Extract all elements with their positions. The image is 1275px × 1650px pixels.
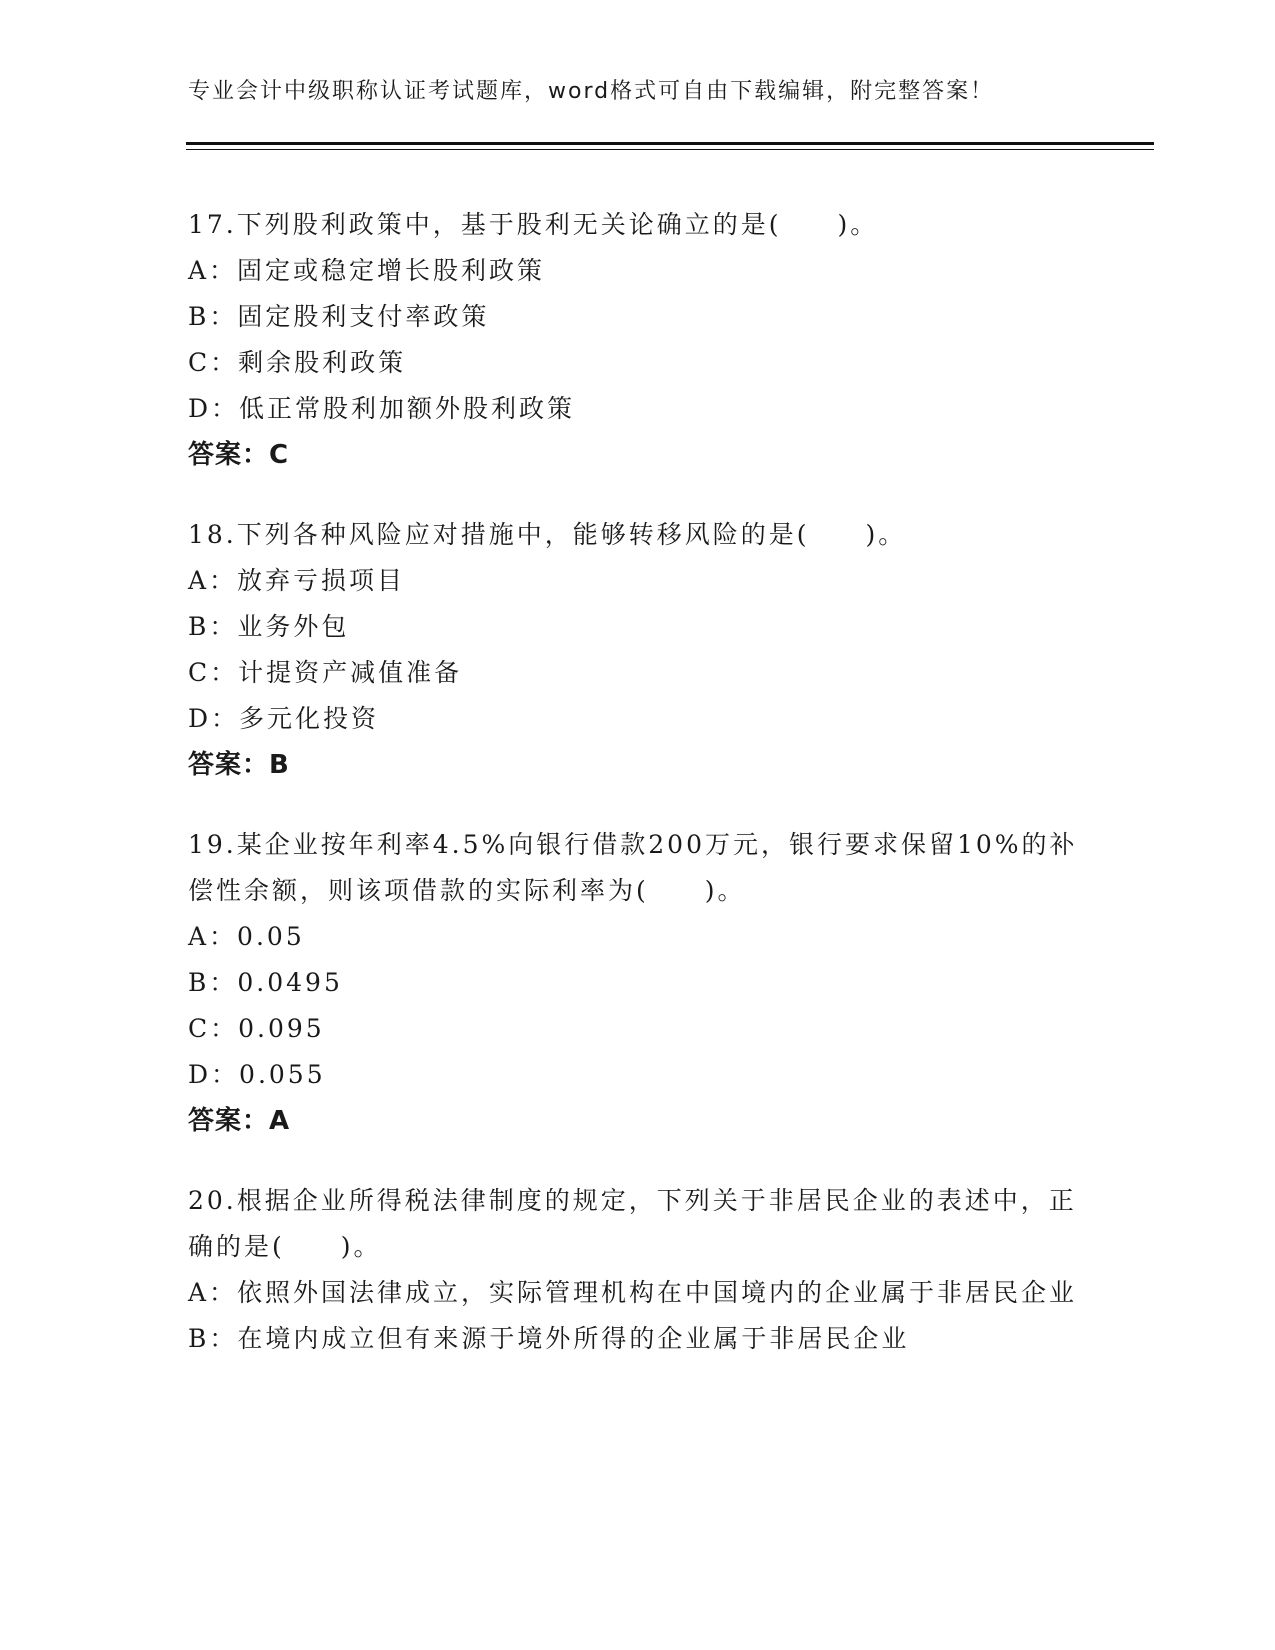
option-c: C：计提资产减值准备 xyxy=(188,658,463,687)
question-stem: 17.下列股利政策中，基于股利无关论确立的是( )。 xyxy=(188,210,879,239)
option-a: A：依照外国法律成立，实际管理机构在中国境内的企业属于非居民企业 xyxy=(188,1278,1078,1307)
option-a: A：0.05 xyxy=(188,922,305,951)
question-stem: 19.某企业按年利率4.5%向银行借款200万元，银行要求保留10%的补偿性余额，则该项借款的实际利率为( )。 xyxy=(188,830,1078,905)
option-b: B：0.0495 xyxy=(188,968,343,997)
option-d: D：0.055 xyxy=(188,1060,326,1089)
question-stem: 20.根据企业所得税法律制度的规定，下列关于非居民企业的表述中，正确的是( )。 xyxy=(188,1186,1077,1261)
option-b: B：在境内成立但有来源于境外所得的企业属于非居民企业 xyxy=(188,1324,910,1353)
answer-line: 答案：A xyxy=(188,1106,291,1136)
option-b: B：固定股利支付率政策 xyxy=(188,302,490,331)
option-d: D：多元化投资 xyxy=(188,704,380,733)
question-17 xyxy=(188,202,1078,478)
question-19 xyxy=(188,822,1078,1144)
option-b: B：业务外包 xyxy=(188,612,350,641)
answer-line: 答案：C xyxy=(188,440,290,470)
question-18 xyxy=(188,512,1078,788)
option-a: A：放弃亏损项目 xyxy=(188,566,406,595)
question-list xyxy=(188,202,1078,1396)
header-rule-thick xyxy=(186,142,1154,145)
option-c: C：剩余股利政策 xyxy=(188,348,407,377)
option-a: A：固定或稳定增长股利政策 xyxy=(188,256,546,285)
option-d: D：低正常股利加额外股利政策 xyxy=(188,394,576,423)
answer-line: 答案：B xyxy=(188,750,290,780)
question-20 xyxy=(188,1178,1078,1362)
question-stem: 18.下列各种风险应对措施中，能够转移风险的是( )。 xyxy=(188,520,907,549)
header-rule-thin xyxy=(186,149,1154,150)
page-header: 专业会计中级职称认证考试题库，word格式可自由下载编辑，附完整答案！ xyxy=(188,79,995,104)
option-c: C：0.095 xyxy=(188,1014,325,1043)
